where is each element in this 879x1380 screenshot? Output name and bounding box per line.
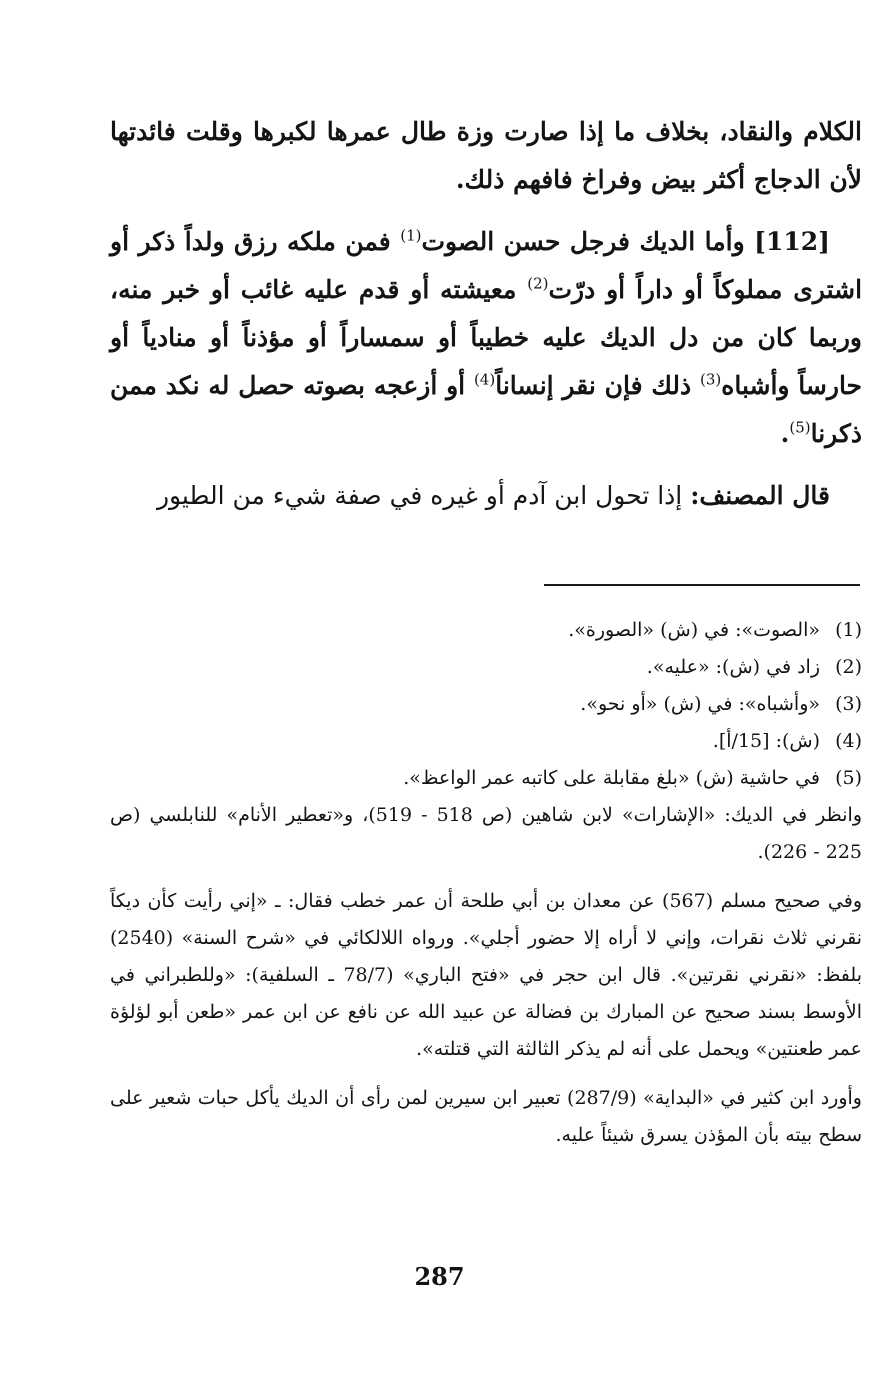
footnote-5-muslim-note: وفي صحيح مسلم (567) عن معدان بن أبي طلحة أن عمر خطب فقال: ـ «إني رأيت كأن ديكاً نقرني ثلاث نقرات، وإني لا أراه إلا حضور أجلي». ورواه اللالكائي في «شرح السنة» (2540) بلفظ: «نقرني نقرتين». قال ابن حجر في «فتح الباري» (78/7 ـ السلفية): «وللطبراني في الأوسط بسند صحيح عن المبارك بن فضالة عن عبيد الله عن نافع عن ابن عمر «طعن أبو لؤلؤة عمر طعنتين» ويحمل على أنه لم يذكر الثالثة التي قتلته». xyxy=(110,890,862,1060)
paragraph-3 xyxy=(110,472,862,520)
paragraph-1-line-2: لأن الدجاج أكثر بيض وفراخ فافهم ذلك. xyxy=(455,165,862,194)
paragraph-1 xyxy=(110,108,862,204)
footnote-ref-3[interactable]: (3) xyxy=(700,370,722,389)
footnote-5-note: وانظر في الديك: «الإشارات» لابن شاهين (ص 518 - 519)، و«تعطير الأنام» للنابلسي (ص 225 - 226). xyxy=(110,804,862,863)
footnotes xyxy=(110,612,862,1154)
footnote-text: (ش): [15/أ]. xyxy=(712,730,820,752)
footnote-ref-2[interactable]: (2) xyxy=(527,274,549,293)
paragraph-2-part-f: . xyxy=(780,419,790,448)
footnote-number: (3) xyxy=(835,693,862,715)
footnote-text: زاد في (ش): «عليه». xyxy=(646,656,820,678)
section-ref: [112] xyxy=(754,227,831,256)
footnote-3 xyxy=(110,686,862,723)
paragraph-2-part-b: فمن ملكه رزق ولداً ذكر أو اشترى مملوكاً أو داراً أو درّت xyxy=(110,227,863,304)
footnote-5 xyxy=(110,760,862,797)
footnote-separator xyxy=(544,584,860,586)
footnote-1 xyxy=(110,612,862,649)
main-text xyxy=(110,108,862,520)
paragraph-1-line-1: الكلام والنقاد، بخلاف ما إذا صارت وزة طال عمرها لكبرها وقلت فائدتها xyxy=(110,117,862,146)
paragraph-2-part-a: وأما الديك فرجل حسن الصوت xyxy=(421,227,755,256)
footnote-4 xyxy=(110,723,862,760)
footnote-text: «وأشباه»: في (ش) «أو نحو». xyxy=(580,693,820,715)
footnote-number: (2) xyxy=(835,656,862,678)
footnote-text: في حاشية (ش) «بلغ مقابلة على كاتبه عمر الواعظ». xyxy=(403,767,820,789)
paragraph-3-text: إذا تحول ابن آدم أو غيره في صفة شيء من الطيور xyxy=(156,481,691,510)
footnote-number: (4) xyxy=(835,730,862,752)
footnote-ref-4[interactable]: (4) xyxy=(473,370,496,389)
footnote-number: (5) xyxy=(835,767,862,789)
paragraph-2-part-e: أو أزعجه بصوته حصل له نكد ممن ذكرنا xyxy=(110,371,862,448)
paragraph-2 xyxy=(110,218,862,458)
page-number: 287 xyxy=(414,1262,465,1291)
footnote-5-ibn-kathir-note: وأورد ابن كثير في «البداية» (287/9) تعبير ابن سيرين لمن رأى أن الديك يأكل حبات شعير على سطح بيته بأن المؤذن يسرق شيئاً عليه. xyxy=(110,1087,862,1146)
paragraph-2-part-c: معيشته أو قدم عليه غائب أو خبر منه، وربما كان من دل الديك عليه خطيباً أو سمساراً أو مؤذناً أو منادياً أو حارساً وأشباه xyxy=(110,275,863,400)
footnote-ref-1[interactable]: (1) xyxy=(400,226,422,245)
footnote-text: «الصوت»: في (ش) «الصورة». xyxy=(568,619,820,641)
footnote-ref-5[interactable]: (5) xyxy=(789,418,811,437)
footnote-number: (1) xyxy=(835,619,862,641)
author-lead: قال المصنف: xyxy=(690,481,830,510)
paragraph-2-part-d: ذلك فإن نقر إنساناً xyxy=(495,371,700,400)
footnote-2 xyxy=(110,649,862,686)
